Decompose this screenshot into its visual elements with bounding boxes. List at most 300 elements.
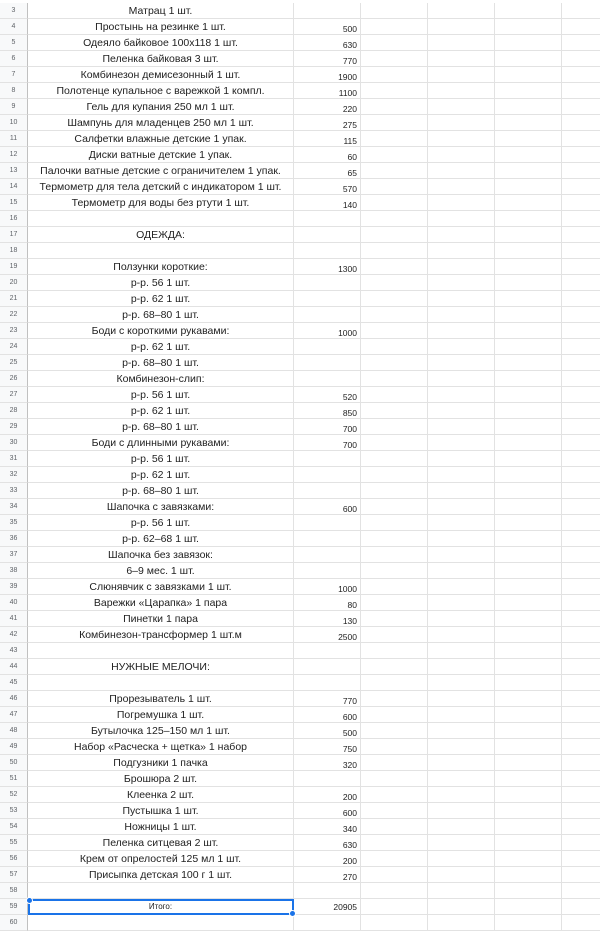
- empty-cell[interactable]: [562, 339, 600, 355]
- item-name-cell[interactable]: Ползунки короткие:: [28, 259, 294, 275]
- price-cell[interactable]: [294, 211, 361, 227]
- empty-cell[interactable]: [361, 851, 428, 867]
- price-cell[interactable]: 770: [294, 51, 361, 67]
- empty-cell[interactable]: [562, 3, 600, 19]
- empty-cell[interactable]: [361, 483, 428, 499]
- empty-cell[interactable]: [562, 387, 600, 403]
- empty-cell[interactable]: [562, 787, 600, 803]
- item-name-cell[interactable]: Набор «Расческа + щетка» 1 набор: [28, 739, 294, 755]
- empty-cell[interactable]: [361, 131, 428, 147]
- empty-cell[interactable]: [428, 835, 495, 851]
- empty-cell[interactable]: [361, 195, 428, 211]
- item-name-cell[interactable]: Шапочка без завязок:: [28, 547, 294, 563]
- empty-cell[interactable]: [495, 467, 562, 483]
- empty-cell[interactable]: [361, 787, 428, 803]
- price-cell[interactable]: 1000: [294, 323, 361, 339]
- empty-cell[interactable]: [361, 259, 428, 275]
- row-number[interactable]: 14: [0, 179, 28, 195]
- price-cell[interactable]: [294, 915, 361, 931]
- empty-cell[interactable]: [562, 355, 600, 371]
- empty-cell[interactable]: [562, 35, 600, 51]
- empty-cell[interactable]: [428, 67, 495, 83]
- empty-cell[interactable]: [562, 499, 600, 515]
- empty-cell[interactable]: [361, 227, 428, 243]
- row-number[interactable]: 21: [0, 291, 28, 307]
- item-name-cell[interactable]: р-р. 62 1 шт.: [28, 339, 294, 355]
- empty-cell[interactable]: [562, 451, 600, 467]
- item-name-cell[interactable]: Слюнявчик с завязками 1 шт.: [28, 579, 294, 595]
- item-name-cell[interactable]: Боди с длинными рукавами:: [28, 435, 294, 451]
- empty-cell[interactable]: [562, 419, 600, 435]
- empty-cell[interactable]: [562, 307, 600, 323]
- empty-cell[interactable]: [428, 323, 495, 339]
- empty-cell[interactable]: [495, 707, 562, 723]
- empty-cell[interactable]: [428, 307, 495, 323]
- price-cell[interactable]: 520: [294, 387, 361, 403]
- price-cell[interactable]: 700: [294, 435, 361, 451]
- row-number[interactable]: 26: [0, 371, 28, 387]
- empty-cell[interactable]: [361, 803, 428, 819]
- empty-cell[interactable]: [495, 915, 562, 931]
- price-cell[interactable]: 320: [294, 755, 361, 771]
- empty-cell[interactable]: [495, 819, 562, 835]
- empty-cell[interactable]: [495, 83, 562, 99]
- empty-cell[interactable]: [361, 723, 428, 739]
- item-name-cell[interactable]: р-р. 56 1 шт.: [28, 387, 294, 403]
- price-cell[interactable]: 700: [294, 419, 361, 435]
- empty-cell[interactable]: [562, 627, 600, 643]
- empty-cell[interactable]: [428, 867, 495, 883]
- price-cell[interactable]: 600: [294, 707, 361, 723]
- empty-cell[interactable]: [428, 515, 495, 531]
- empty-cell[interactable]: [562, 195, 600, 211]
- row-number[interactable]: 17: [0, 227, 28, 243]
- empty-cell[interactable]: [361, 643, 428, 659]
- empty-cell[interactable]: [361, 563, 428, 579]
- row-number[interactable]: 43: [0, 643, 28, 659]
- empty-cell[interactable]: [562, 835, 600, 851]
- empty-cell[interactable]: [495, 243, 562, 259]
- item-name-cell[interactable]: Гель для купания 250 мл 1 шт.: [28, 99, 294, 115]
- item-name-cell[interactable]: Пинетки 1 пара: [28, 611, 294, 627]
- empty-cell[interactable]: [428, 851, 495, 867]
- price-cell[interactable]: 500: [294, 19, 361, 35]
- empty-cell[interactable]: [428, 403, 495, 419]
- price-cell[interactable]: [294, 291, 361, 307]
- empty-cell[interactable]: [495, 371, 562, 387]
- item-name-cell[interactable]: р-р. 62 1 шт.: [28, 291, 294, 307]
- row-number[interactable]: 54: [0, 819, 28, 835]
- item-name-cell[interactable]: Полотенце купальное с варежкой 1 компл.: [28, 83, 294, 99]
- empty-cell[interactable]: [428, 339, 495, 355]
- price-cell[interactable]: [294, 771, 361, 787]
- item-name-cell[interactable]: р-р. 56 1 шт.: [28, 275, 294, 291]
- empty-cell[interactable]: [495, 483, 562, 499]
- empty-cell[interactable]: [495, 803, 562, 819]
- row-number[interactable]: 48: [0, 723, 28, 739]
- empty-cell[interactable]: [562, 163, 600, 179]
- empty-cell[interactable]: [428, 163, 495, 179]
- empty-cell[interactable]: [428, 371, 495, 387]
- empty-cell[interactable]: [428, 51, 495, 67]
- item-name-cell[interactable]: р-р. 68–80 1 шт.: [28, 307, 294, 323]
- empty-cell[interactable]: [428, 227, 495, 243]
- item-name-cell[interactable]: НУЖНЫЕ МЕЛОЧИ:: [28, 659, 294, 675]
- empty-cell[interactable]: [361, 883, 428, 899]
- row-number[interactable]: 24: [0, 339, 28, 355]
- item-name-cell[interactable]: р-р. 56 1 шт.: [28, 451, 294, 467]
- empty-cell[interactable]: [562, 243, 600, 259]
- item-name-cell[interactable]: [28, 675, 294, 691]
- item-name-cell[interactable]: ОДЕЖДА:: [28, 227, 294, 243]
- item-name-cell[interactable]: [28, 883, 294, 899]
- price-cell[interactable]: [294, 243, 361, 259]
- empty-cell[interactable]: [495, 675, 562, 691]
- price-cell[interactable]: 65: [294, 163, 361, 179]
- empty-cell[interactable]: [428, 387, 495, 403]
- empty-cell[interactable]: [495, 35, 562, 51]
- empty-cell[interactable]: [495, 67, 562, 83]
- empty-cell[interactable]: [428, 195, 495, 211]
- item-name-cell[interactable]: Салфетки влажные детские 1 упак.: [28, 131, 294, 147]
- empty-cell[interactable]: [428, 499, 495, 515]
- empty-cell[interactable]: [361, 83, 428, 99]
- empty-cell[interactable]: [562, 755, 600, 771]
- empty-cell[interactable]: [495, 19, 562, 35]
- empty-cell[interactable]: [361, 147, 428, 163]
- empty-cell[interactable]: [361, 739, 428, 755]
- item-name-cell[interactable]: 6–9 мес. 1 шт.: [28, 563, 294, 579]
- empty-cell[interactable]: [562, 851, 600, 867]
- row-number[interactable]: 56: [0, 851, 28, 867]
- item-name-cell[interactable]: Бутылочка 125–150 мл 1 шт.: [28, 723, 294, 739]
- empty-cell[interactable]: [361, 659, 428, 675]
- price-cell[interactable]: 2500: [294, 627, 361, 643]
- item-name-cell[interactable]: Комбинезон-трансформер 1 шт.м: [28, 627, 294, 643]
- row-number[interactable]: 3: [0, 3, 28, 19]
- empty-cell[interactable]: [495, 627, 562, 643]
- empty-cell[interactable]: [495, 643, 562, 659]
- empty-cell[interactable]: [361, 547, 428, 563]
- row-number[interactable]: 51: [0, 771, 28, 787]
- empty-cell[interactable]: [428, 531, 495, 547]
- empty-cell[interactable]: [361, 307, 428, 323]
- empty-cell[interactable]: [361, 755, 428, 771]
- empty-cell[interactable]: [562, 723, 600, 739]
- row-number[interactable]: 8: [0, 83, 28, 99]
- price-cell[interactable]: [294, 531, 361, 547]
- empty-cell[interactable]: [361, 163, 428, 179]
- empty-cell[interactable]: [428, 211, 495, 227]
- empty-cell[interactable]: [562, 115, 600, 131]
- price-cell[interactable]: [294, 339, 361, 355]
- empty-cell[interactable]: [361, 67, 428, 83]
- empty-cell[interactable]: [428, 547, 495, 563]
- empty-cell[interactable]: [428, 419, 495, 435]
- row-number[interactable]: 49: [0, 739, 28, 755]
- price-cell[interactable]: [294, 483, 361, 499]
- empty-cell[interactable]: [428, 259, 495, 275]
- item-name-cell[interactable]: р-р. 56 1 шт.: [28, 515, 294, 531]
- empty-cell[interactable]: [361, 611, 428, 627]
- empty-cell[interactable]: [428, 19, 495, 35]
- price-cell[interactable]: 750: [294, 739, 361, 755]
- empty-cell[interactable]: [495, 291, 562, 307]
- empty-cell[interactable]: [428, 83, 495, 99]
- row-number[interactable]: 42: [0, 627, 28, 643]
- price-cell[interactable]: [294, 3, 361, 19]
- empty-cell[interactable]: [428, 291, 495, 307]
- empty-cell[interactable]: [361, 179, 428, 195]
- empty-cell[interactable]: [361, 3, 428, 19]
- item-name-cell[interactable]: Погремушка 1 шт.: [28, 707, 294, 723]
- empty-cell[interactable]: [562, 867, 600, 883]
- empty-cell[interactable]: [495, 163, 562, 179]
- empty-cell[interactable]: [361, 915, 428, 931]
- empty-cell[interactable]: [361, 243, 428, 259]
- empty-cell[interactable]: [428, 131, 495, 147]
- empty-cell[interactable]: [428, 611, 495, 627]
- row-number[interactable]: 45: [0, 675, 28, 691]
- empty-cell[interactable]: [495, 899, 562, 915]
- empty-cell[interactable]: [495, 99, 562, 115]
- empty-cell[interactable]: [361, 595, 428, 611]
- empty-cell[interactable]: [562, 915, 600, 931]
- item-name-cell[interactable]: [28, 211, 294, 227]
- row-number[interactable]: 27: [0, 387, 28, 403]
- empty-cell[interactable]: [361, 339, 428, 355]
- item-name-cell[interactable]: р-р. 62 1 шт.: [28, 467, 294, 483]
- empty-cell[interactable]: [562, 675, 600, 691]
- empty-cell[interactable]: [361, 211, 428, 227]
- price-cell[interactable]: 500: [294, 723, 361, 739]
- price-cell[interactable]: 80: [294, 595, 361, 611]
- empty-cell[interactable]: [428, 691, 495, 707]
- row-number[interactable]: 29: [0, 419, 28, 435]
- price-cell[interactable]: [294, 643, 361, 659]
- empty-cell[interactable]: [495, 259, 562, 275]
- empty-cell[interactable]: [495, 499, 562, 515]
- row-number[interactable]: 31: [0, 451, 28, 467]
- empty-cell[interactable]: [361, 291, 428, 307]
- row-number[interactable]: 20: [0, 275, 28, 291]
- empty-cell[interactable]: [562, 691, 600, 707]
- empty-cell[interactable]: [495, 659, 562, 675]
- empty-cell[interactable]: [428, 483, 495, 499]
- price-cell[interactable]: [294, 275, 361, 291]
- empty-cell[interactable]: [428, 563, 495, 579]
- item-name-cell[interactable]: Брошюра 2 шт.: [28, 771, 294, 787]
- empty-cell[interactable]: [495, 307, 562, 323]
- empty-cell[interactable]: [562, 67, 600, 83]
- price-cell[interactable]: [294, 547, 361, 563]
- empty-cell[interactable]: [361, 35, 428, 51]
- empty-cell[interactable]: [562, 435, 600, 451]
- empty-cell[interactable]: [495, 595, 562, 611]
- item-name-cell[interactable]: Термометр для воды без ртути 1 шт.: [28, 195, 294, 211]
- row-number[interactable]: 33: [0, 483, 28, 499]
- price-cell[interactable]: [294, 307, 361, 323]
- row-number[interactable]: 39: [0, 579, 28, 595]
- empty-cell[interactable]: [562, 147, 600, 163]
- empty-cell[interactable]: [562, 611, 600, 627]
- row-number[interactable]: 19: [0, 259, 28, 275]
- empty-cell[interactable]: [495, 787, 562, 803]
- price-cell[interactable]: 200: [294, 787, 361, 803]
- empty-cell[interactable]: [562, 83, 600, 99]
- empty-cell[interactable]: [495, 515, 562, 531]
- empty-cell[interactable]: [495, 51, 562, 67]
- price-cell[interactable]: 1900: [294, 67, 361, 83]
- row-number[interactable]: 9: [0, 99, 28, 115]
- empty-cell[interactable]: [428, 707, 495, 723]
- empty-cell[interactable]: [495, 195, 562, 211]
- item-name-cell[interactable]: Диски ватные детские 1 упак.: [28, 147, 294, 163]
- empty-cell[interactable]: [428, 803, 495, 819]
- price-cell[interactable]: 770: [294, 691, 361, 707]
- empty-cell[interactable]: [562, 323, 600, 339]
- empty-cell[interactable]: [562, 707, 600, 723]
- price-cell[interactable]: 130: [294, 611, 361, 627]
- item-name-cell[interactable]: Палочки ватные детские с ограничителем 1 упак.: [28, 163, 294, 179]
- empty-cell[interactable]: [361, 467, 428, 483]
- empty-cell[interactable]: [495, 227, 562, 243]
- empty-cell[interactable]: [495, 179, 562, 195]
- price-cell[interactable]: 20905: [294, 899, 361, 915]
- empty-cell[interactable]: [562, 899, 600, 915]
- row-number[interactable]: 41: [0, 611, 28, 627]
- empty-cell[interactable]: [428, 739, 495, 755]
- row-number[interactable]: 5: [0, 35, 28, 51]
- empty-cell[interactable]: [361, 867, 428, 883]
- empty-cell[interactable]: [361, 275, 428, 291]
- empty-cell[interactable]: [562, 131, 600, 147]
- empty-cell[interactable]: [495, 387, 562, 403]
- price-cell[interactable]: [294, 227, 361, 243]
- item-name-cell[interactable]: Клеенка 2 шт.: [28, 787, 294, 803]
- item-name-cell[interactable]: Пеленка ситцевая 2 шт.: [28, 835, 294, 851]
- row-number[interactable]: 6: [0, 51, 28, 67]
- empty-cell[interactable]: [361, 435, 428, 451]
- item-name-cell[interactable]: Пустышка 1 шт.: [28, 803, 294, 819]
- empty-cell[interactable]: [428, 179, 495, 195]
- empty-cell[interactable]: [428, 35, 495, 51]
- empty-cell[interactable]: [495, 275, 562, 291]
- empty-cell[interactable]: [495, 691, 562, 707]
- price-cell[interactable]: 275: [294, 115, 361, 131]
- empty-cell[interactable]: [562, 227, 600, 243]
- item-name-cell[interactable]: Боди с короткими рукавами:: [28, 323, 294, 339]
- empty-cell[interactable]: [361, 115, 428, 131]
- price-cell[interactable]: [294, 883, 361, 899]
- empty-cell[interactable]: [562, 515, 600, 531]
- row-number[interactable]: 11: [0, 131, 28, 147]
- empty-cell[interactable]: [562, 739, 600, 755]
- empty-cell[interactable]: [495, 355, 562, 371]
- empty-cell[interactable]: [562, 291, 600, 307]
- price-cell[interactable]: 115: [294, 131, 361, 147]
- price-cell[interactable]: 220: [294, 99, 361, 115]
- empty-cell[interactable]: [428, 467, 495, 483]
- row-number[interactable]: 30: [0, 435, 28, 451]
- empty-cell[interactable]: [361, 387, 428, 403]
- empty-cell[interactable]: [361, 451, 428, 467]
- row-number[interactable]: 28: [0, 403, 28, 419]
- item-name-cell[interactable]: Простынь на резинке 1 шт.: [28, 19, 294, 35]
- empty-cell[interactable]: [562, 531, 600, 547]
- empty-cell[interactable]: [428, 579, 495, 595]
- item-name-cell[interactable]: [28, 643, 294, 659]
- empty-cell[interactable]: [562, 179, 600, 195]
- empty-cell[interactable]: [562, 371, 600, 387]
- row-number[interactable]: 55: [0, 835, 28, 851]
- empty-cell[interactable]: [562, 275, 600, 291]
- item-name-cell[interactable]: Присыпка детская 100 г 1 шт.: [28, 867, 294, 883]
- price-cell[interactable]: 1000: [294, 579, 361, 595]
- row-number[interactable]: 10: [0, 115, 28, 131]
- item-name-cell[interactable]: Варежки «Царапка» 1 пара: [28, 595, 294, 611]
- row-number[interactable]: 37: [0, 547, 28, 563]
- empty-cell[interactable]: [495, 739, 562, 755]
- price-cell[interactable]: 1100: [294, 83, 361, 99]
- empty-cell[interactable]: [361, 819, 428, 835]
- item-name-cell[interactable]: Прорезыватель 1 шт.: [28, 691, 294, 707]
- row-number[interactable]: 32: [0, 467, 28, 483]
- empty-cell[interactable]: [562, 819, 600, 835]
- empty-cell[interactable]: [495, 115, 562, 131]
- row-number[interactable]: 13: [0, 163, 28, 179]
- price-cell[interactable]: [294, 563, 361, 579]
- empty-cell[interactable]: [495, 419, 562, 435]
- empty-cell[interactable]: [562, 483, 600, 499]
- empty-cell[interactable]: [361, 899, 428, 915]
- price-cell[interactable]: 140: [294, 195, 361, 211]
- row-number[interactable]: 44: [0, 659, 28, 675]
- empty-cell[interactable]: [495, 547, 562, 563]
- row-number[interactable]: 35: [0, 515, 28, 531]
- row-number[interactable]: 46: [0, 691, 28, 707]
- empty-cell[interactable]: [562, 771, 600, 787]
- empty-cell[interactable]: [428, 99, 495, 115]
- empty-cell[interactable]: [495, 883, 562, 899]
- empty-cell[interactable]: [361, 771, 428, 787]
- empty-cell[interactable]: [428, 595, 495, 611]
- item-name-cell[interactable]: р-р. 62 1 шт.: [28, 403, 294, 419]
- empty-cell[interactable]: [361, 835, 428, 851]
- empty-cell[interactable]: [562, 643, 600, 659]
- empty-cell[interactable]: [562, 403, 600, 419]
- price-cell[interactable]: 630: [294, 35, 361, 51]
- price-cell[interactable]: 630: [294, 835, 361, 851]
- empty-cell[interactable]: [562, 659, 600, 675]
- empty-cell[interactable]: [562, 803, 600, 819]
- empty-cell[interactable]: [562, 579, 600, 595]
- empty-cell[interactable]: [361, 403, 428, 419]
- row-number[interactable]: 47: [0, 707, 28, 723]
- item-name-cell[interactable]: Шампунь для младенцев 250 мл 1 шт.: [28, 115, 294, 131]
- empty-cell[interactable]: [428, 755, 495, 771]
- empty-cell[interactable]: [495, 451, 562, 467]
- item-name-cell[interactable]: Итого:: [28, 899, 294, 915]
- empty-cell[interactable]: [428, 147, 495, 163]
- row-number[interactable]: 25: [0, 355, 28, 371]
- price-cell[interactable]: 570: [294, 179, 361, 195]
- empty-cell[interactable]: [495, 339, 562, 355]
- price-cell[interactable]: [294, 467, 361, 483]
- empty-cell[interactable]: [428, 915, 495, 931]
- row-number[interactable]: 36: [0, 531, 28, 547]
- empty-cell[interactable]: [562, 467, 600, 483]
